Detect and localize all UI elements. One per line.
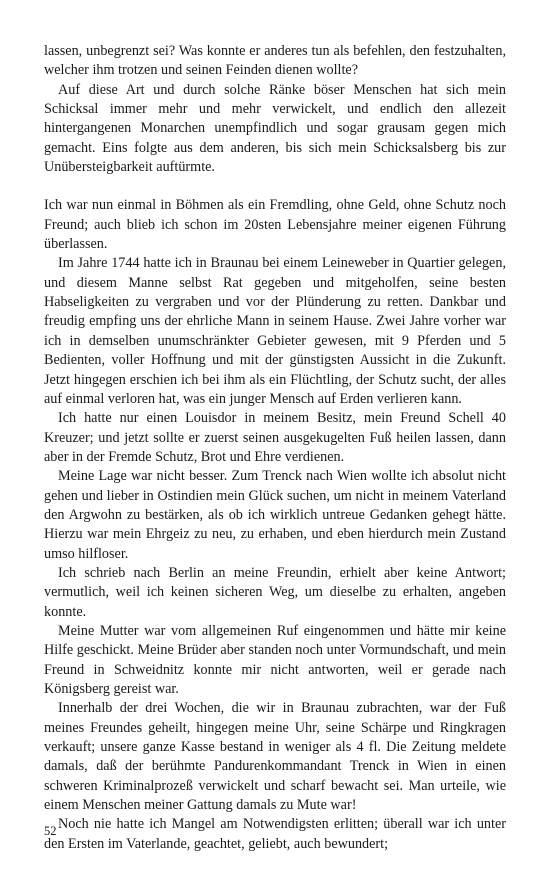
paragraph: Meine Lage war nicht besser. Zum Trenck nach Wien wollte ich absolut nicht gehen und lieber in Ostindien mein Glück suchen, um nicht in meinem Vaterland den Argwohn zu bestärken, als ob ich wirklich untreue Gedanken gehegt hätte. Hierzu war mein Ehrgeiz zu neu, zu erhaben, und eben hierdurch mein Zustand umso hilfloser. xyxy=(44,468,506,562)
paragraph: Ich hatte nur einen Louisdor in meinem Besitz, mein Freund Schell 40 Kreuzer; und jetzt sollte er zuerst seinen ausgekugelten Fuß heilen lassen, dann aber in der Fremde Schutz, Brot und Ehre verdienen. xyxy=(44,410,506,465)
body-text xyxy=(44,42,506,854)
paragraph: Ich schrieb nach Berlin an meine Freundin, erhielt aber keine Antwort; vermutlich, weil ich keinen sicheren Weg, um dieselbe zu erhalten, angeben konnte. xyxy=(44,564,506,620)
paragraph: Im Jahre 1744 hatte ich in Braunau bei einem Leineweber in Quartier gelegen, und diesem Manne selbst Rat gegeben und mitgeholfen, seine besten Habseligkeiten zu vergraben und vor der Plünderung zu retten. Dankbar und freudig empfing uns der ehrliche Mann in seinem Hause. Zwei Jahre vorher war ich in demselben unumschränkter Gebieter gewesen, mit 9 Pferden und 5 Bedienten, voller Hoffnung und mit der günstigsten Aussicht in die Zukunft. Jetzt hingegen erschien ich bei ihm als ein Flüchtling, der Schutz sucht, der alles auf einmal verloren hat, was ein junger Mensch auf Erden verlieren kann. xyxy=(44,255,506,407)
paragraph: Meine Mutter war vom allgemeinen Ruf eingenommen und hätte mir keine Hilfe geschickt. Meine Brüder aber standen noch unter Vormundschaft, und mein Freund in Schweidnitz konnte mir nicht antworten, weil er gerade nach Königsberg gereist war. xyxy=(44,622,506,697)
paragraph: Noch nie hatte ich Mangel am Notwendigsten erlitten; überall war ich unter den Ersten im Vaterlande, geachtet, geliebt, auch bewundert; xyxy=(44,816,506,852)
paragraph: Innerhalb der drei Wochen, die wir in Braunau zubrachten, war der Fuß meines Freundes geheilt, hingegen meine Uhr, seine Schärpe und Ringkragen verkauft; unsere ganze Kasse bestand in weniger als 4 fl. Die Zeitung meldete damals, daß der berühmte Pandurenkommandant Trenck in Wien in einen schweren Kriminalprozeß verwickelt und scharf bewacht sei. Man urteile, wie einem Menschen meiner Gattung damals zu Mute war! xyxy=(44,700,506,814)
page-number: 52 xyxy=(44,824,57,838)
paragraph-section-start: Ich war nun einmal in Böhmen als ein Fremdling, ohne Geld, ohne Schutz noch Freund; auch blieb ich schon im 20sten Lebensjahre meiner eigenen Führung überlassen. xyxy=(44,197,506,253)
paragraph-continuation: lassen, unbegrenzt sei? Was konnte er anderes tun als befehlen, den festzuhalten, welcher ihm trotzen und seinen Feinden dienen wollte? xyxy=(44,43,506,79)
paragraph: Auf diese Art und durch solche Ränke böser Menschen hat sich mein Schicksal immer mehr und mehr verwickelt, und endlich den allezeit hintergangenen Monarchen unempfindlich und sogar grausam gegen mich gemacht. Eins folgte aus dem anderen, bis sich mein Schicksalsberg bis zur Unübersteigbarkeit auftürmte. xyxy=(44,81,506,176)
